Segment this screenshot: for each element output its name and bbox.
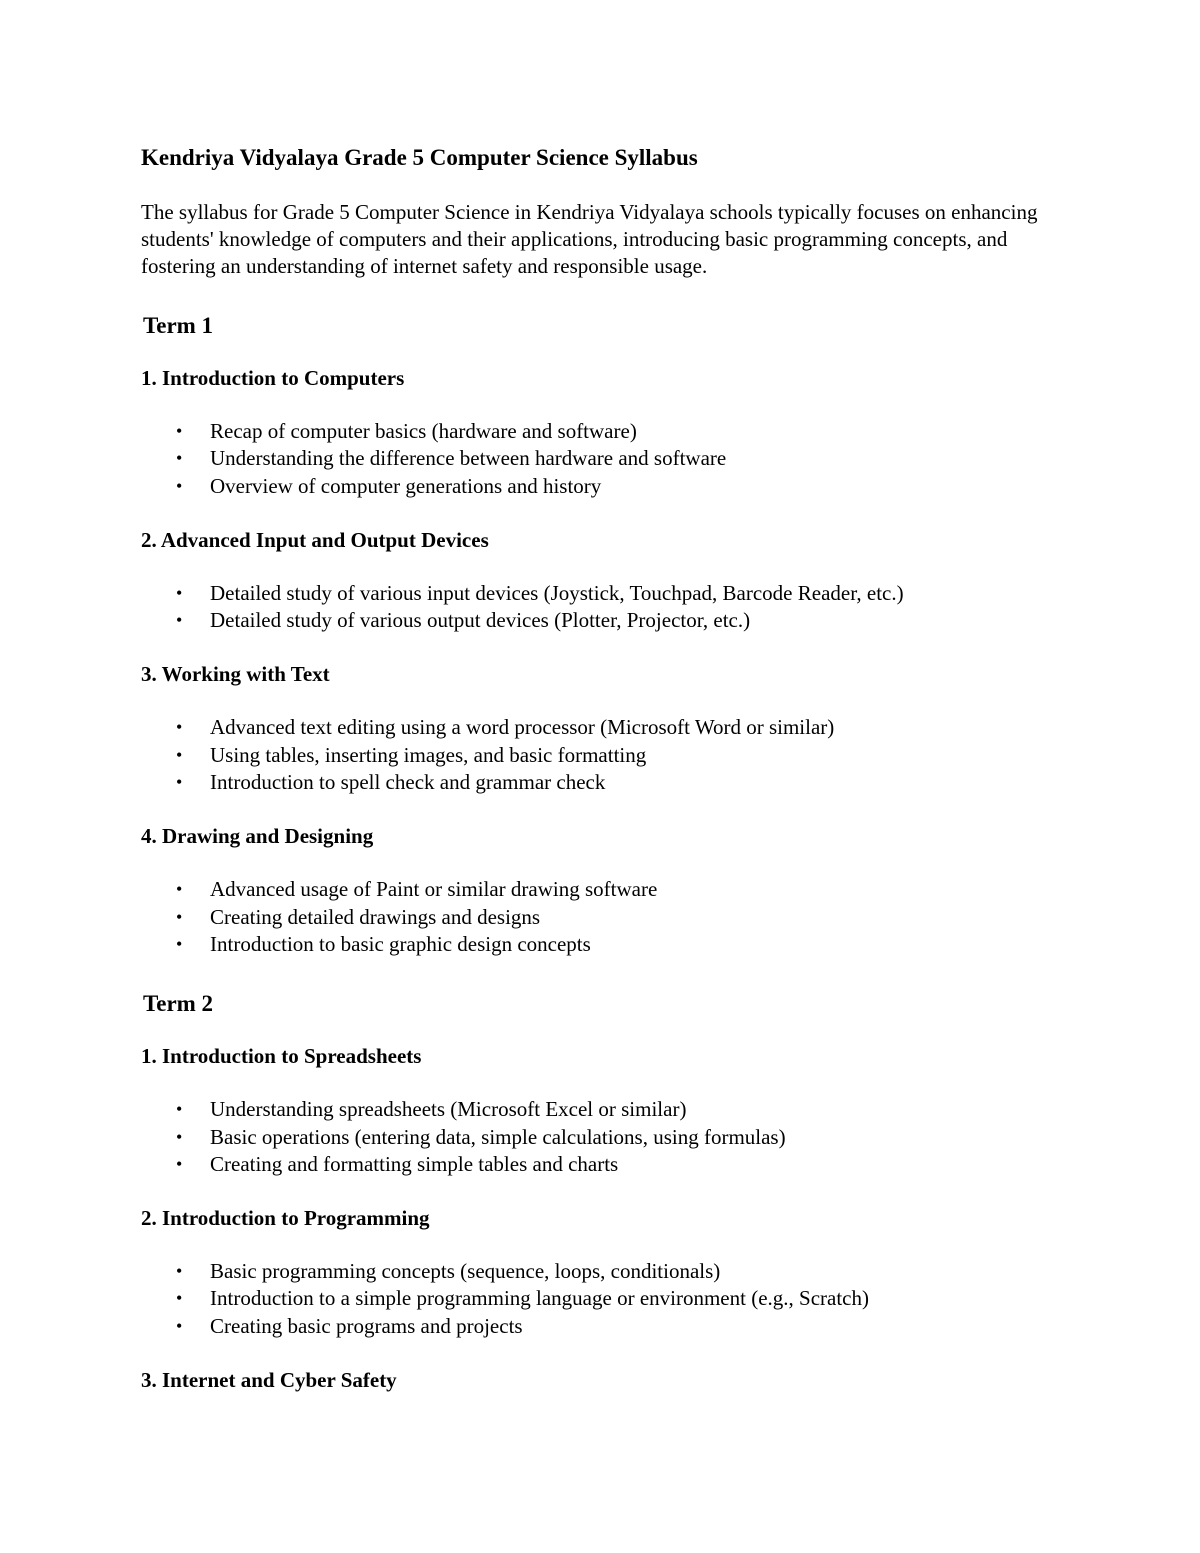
bullet-list xyxy=(141,876,1061,958)
page-title: Kendriya Vidyalaya Grade 5 Computer Science Syllabus xyxy=(141,145,698,170)
list-item-text: Understanding spreadsheets (Microsoft Excel or similar) xyxy=(210,1097,687,1122)
list-item xyxy=(141,418,1061,445)
bullet-icon: • xyxy=(176,448,183,469)
bullet-icon: • xyxy=(176,610,183,631)
list-item xyxy=(141,1124,1061,1151)
list-item xyxy=(141,473,1061,500)
bullet-icon: • xyxy=(176,744,183,765)
list-item xyxy=(141,607,1061,634)
list-item-text: Detailed study of various output devices (Plotter, Projector, etc.) xyxy=(210,608,751,633)
list-item-text: Using tables, inserting images, and basic formatting xyxy=(210,742,647,767)
bullet-icon: • xyxy=(176,717,183,738)
list-item-text: Creating and formatting simple tables and charts xyxy=(210,1151,619,1176)
list-item-text: Creating detailed drawings and designs xyxy=(210,904,541,929)
intro-paragraph: The syllabus for Grade 5 Computer Science in Kendriya Vidyalaya schools typically focuses on enhancing students' knowledge of computers and their applications, introducing basic programming concepts, and fostering an understanding of internet safety and responsible usage. xyxy=(141,200,1038,278)
list-item xyxy=(141,1313,1061,1340)
bullet-icon: • xyxy=(176,582,183,603)
bullet-icon: • xyxy=(176,475,183,496)
bullet-list xyxy=(141,1096,1061,1178)
list-item xyxy=(141,931,1061,958)
list-item-text: Advanced usage of Paint or similar drawing software xyxy=(210,877,658,902)
list-item xyxy=(141,769,1061,796)
list-item xyxy=(141,1096,1061,1123)
list-item-text: Basic programming concepts (sequence, loops, conditionals) xyxy=(210,1259,721,1284)
list-item xyxy=(141,580,1061,607)
bullet-icon: • xyxy=(176,879,183,900)
bullet-icon: • xyxy=(176,933,183,954)
bullet-icon: • xyxy=(176,1315,183,1336)
section-heading: 3. Working with Text xyxy=(141,662,330,687)
bullet-icon: • xyxy=(176,772,183,793)
bullet-list xyxy=(141,418,1061,500)
list-item-text: Introduction to spell check and grammar check xyxy=(210,770,606,795)
list-item xyxy=(141,904,1061,931)
list-item xyxy=(141,1258,1061,1285)
bullet-icon: • xyxy=(176,906,183,927)
list-item xyxy=(141,742,1061,769)
document-page xyxy=(141,143,1061,1420)
bullet-icon: • xyxy=(176,1153,183,1174)
list-item-text: Creating basic programs and projects xyxy=(210,1313,523,1338)
list-item-text: Detailed study of various input devices (Joystick, Touchpad, Barcode Reader, etc.) xyxy=(210,580,904,605)
section-heading: 2. Advanced Input and Output Devices xyxy=(141,527,489,552)
list-item-text: Introduction to a simple programming language or environment (e.g., Scratch) xyxy=(210,1286,869,1311)
list-item-text: Advanced text editing using a word processor (Microsoft Word or similar) xyxy=(210,715,835,740)
section-heading: 4. Drawing and Designing xyxy=(141,824,374,849)
list-item xyxy=(141,1285,1061,1312)
bullet-icon: • xyxy=(176,1261,183,1282)
section-heading: 1. Introduction to Computers xyxy=(141,366,405,390)
term-heading: Term 1 xyxy=(143,313,214,338)
section-heading: 3. Internet and Cyber Safety xyxy=(141,1368,397,1393)
bullet-list xyxy=(141,714,1061,796)
bullet-list xyxy=(141,1258,1061,1340)
term-heading: Term 2 xyxy=(143,991,214,1017)
bullet-icon: • xyxy=(176,421,183,441)
list-item-text: Basic operations (entering data, simple calculations, using formulas) xyxy=(210,1124,786,1149)
bullet-icon: • xyxy=(176,1288,183,1309)
section-heading: 2. Introduction to Programming xyxy=(141,1206,430,1231)
list-item xyxy=(141,714,1061,741)
section-heading: 1. Introduction to Spreadsheets xyxy=(141,1044,422,1069)
bullet-icon: • xyxy=(176,1099,183,1120)
list-item-text: Recap of computer basics (hardware and software) xyxy=(210,419,637,443)
bullet-list xyxy=(141,580,1061,635)
bullet-icon: • xyxy=(176,1126,183,1147)
list-item xyxy=(141,1151,1061,1178)
list-item-text: Understanding the difference between hardware and software xyxy=(210,446,727,471)
list-item xyxy=(141,445,1061,472)
list-item-text: Introduction to basic graphic design concepts xyxy=(210,931,591,956)
list-item xyxy=(141,876,1061,903)
list-item-text: Overview of computer generations and history xyxy=(210,473,602,498)
